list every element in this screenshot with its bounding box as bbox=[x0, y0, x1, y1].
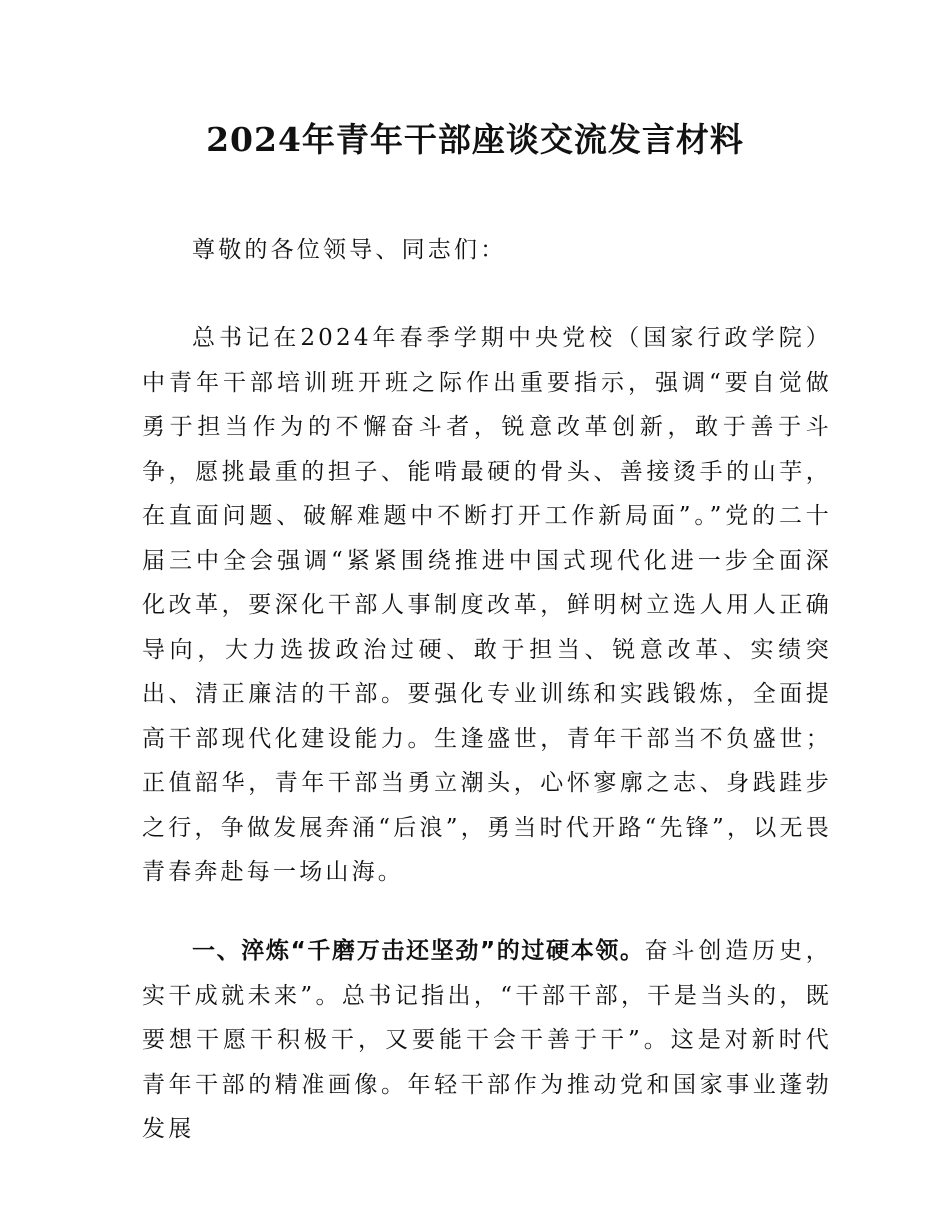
section-heading: 一、淬炼“千磨万击还坚劲”的过硬本领。 bbox=[192, 938, 645, 964]
paragraph-section-1 bbox=[142, 929, 832, 1152]
paragraph-intro: 总书记在2024年春季学期中央党校（国家行政学院）中青年干部培训班开班之际作出重要指示，强调“要自觉做勇于担当作为的不懈奋斗者，锐意改革创新，敢于善于斗争，愿挑最重的担子、能啃最硬的骨头、善接烫手的山芋，在直面问题、破解难题中不断打开工作新局面”。”党的二十届三中全会强调“紧紧围绕推进中国式现代化进一步全面深化改革，要深化干部人事制度改革，鲜明树立选人用人正确导向，大力选拔政治过硬、敢于担当、锐意改革、实绩突出、清正廉洁的干部。要强化专业训练和实践锻炼，全面提高干部现代化建设能力。生逢盛世，青年干部当不负盛世；正值韶华，青年干部当勇立潮头，心怀寥廓之志、身践跬步之行，争做发展奔涌“后浪”，勇当时代开路“先锋”，以无畏青春奔赴每一场山海。 bbox=[142, 325, 832, 885]
document-title: 2024年青年干部座谈交流发言材料 bbox=[206, 120, 744, 159]
greeting: 尊敬的各位领导、同志们： bbox=[192, 237, 507, 263]
section-body: 奋斗创造历史，实干成就未来”。总书记指出，“干部干部，干是当头的，既要想干愿干积极干，又要能干会干善于干”。这是对新时代青年干部的精准画像。年轻干部作为推动党和国家事业蓬勃发展 bbox=[142, 938, 832, 1142]
